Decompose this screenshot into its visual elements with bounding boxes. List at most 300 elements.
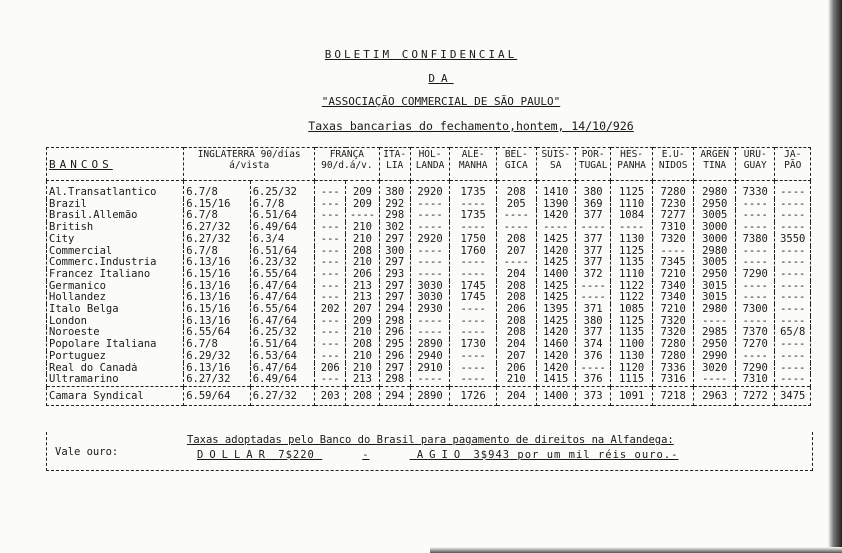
rate-cell: ----: [736, 199, 775, 211]
rate-cell: 3000: [694, 222, 736, 234]
rate-cell: ----: [775, 269, 811, 281]
rate-cell: 2980: [694, 181, 736, 199]
total-rate-cell: 7272: [736, 386, 775, 405]
rate-cell: 1420: [536, 363, 575, 375]
table-row: [47, 327, 811, 339]
rate-cell: ---: [315, 257, 346, 269]
rate-cell: ----: [410, 374, 449, 386]
rate-cell: 7230: [652, 199, 694, 211]
rate-cell: 2930: [410, 304, 449, 316]
rate-cell: 380: [575, 316, 610, 328]
rate-cell: 2950: [694, 339, 736, 351]
total-label-cell: Camara Syndical: [47, 386, 184, 405]
rate-cell: 210: [346, 363, 379, 375]
rate-cell: ----: [346, 210, 379, 222]
rate-cell: ----: [410, 222, 449, 234]
bulletin-title: BOLETIM CONFIDENCIAL: [324, 48, 518, 61]
rate-cell: 1420: [536, 351, 575, 363]
total-rate-cell: 1400: [536, 386, 575, 405]
rate-cell: 298: [379, 210, 410, 222]
rate-cell: 3030: [410, 292, 449, 304]
rate-cell: 1084: [611, 210, 653, 222]
rate-cell: 7280: [652, 351, 694, 363]
bank-name-cell: Hollandez: [47, 292, 184, 304]
total-rate-cell: 1091: [611, 386, 653, 405]
rate-cell: 6.7/8: [250, 199, 314, 211]
rate-cell: ----: [736, 281, 775, 293]
rate-cell: 296: [379, 351, 410, 363]
rate-cell: 2980: [694, 246, 736, 258]
table-row: [47, 199, 811, 211]
rate-cell: 210: [346, 327, 379, 339]
rate-cell: ----: [450, 374, 497, 386]
rate-cell: 6.51/64: [250, 339, 314, 351]
rate-cell: 1425: [536, 257, 575, 269]
rate-cell: ---: [315, 351, 346, 363]
rate-cell: 208: [497, 234, 536, 246]
table-row: [47, 304, 811, 316]
rate-cell: 372: [575, 269, 610, 281]
rate-cell: 209: [346, 181, 379, 199]
footer-separator: -: [362, 449, 370, 461]
rate-cell: ----: [575, 281, 610, 293]
rate-cell: 210: [346, 351, 379, 363]
bank-name-cell: London: [47, 316, 184, 328]
rate-cell: 6.15/16: [184, 304, 251, 316]
total-rate-cell: 208: [346, 386, 379, 405]
rate-cell: 210: [346, 234, 379, 246]
dollar-value: 7$220: [278, 449, 315, 461]
rate-cell: ----: [450, 199, 497, 211]
rate-cell: 7370: [736, 327, 775, 339]
rate-cell: 7300: [736, 304, 775, 316]
total-rate-cell: 203: [315, 386, 346, 405]
table-row: [47, 374, 811, 386]
rate-cell: 298: [379, 316, 410, 328]
rate-cell: 369: [575, 199, 610, 211]
rate-cell: 2910: [410, 363, 449, 375]
total-rate-cell: 373: [575, 386, 610, 405]
table-row: [47, 363, 811, 375]
rate-cell: 208: [497, 292, 536, 304]
table-row: [47, 292, 811, 304]
rate-cell: 293: [379, 269, 410, 281]
rate-cell: 1460: [536, 339, 575, 351]
rate-cell: ----: [410, 199, 449, 211]
rate-cell: 1125: [611, 316, 653, 328]
header-japao: JA- PÃO: [775, 148, 811, 181]
rate-cell: 7310: [736, 374, 775, 386]
rate-cell: 292: [379, 199, 410, 211]
rate-cell: ----: [450, 351, 497, 363]
rate-cell: 208: [497, 281, 536, 293]
rate-cell: 7290: [736, 363, 775, 375]
rate-cell: 6.7/8: [184, 210, 251, 222]
rate-cell: 1110: [611, 199, 653, 211]
rate-cell: 3000: [694, 234, 736, 246]
rate-cell: 7320: [652, 327, 694, 339]
rate-cell: 209: [346, 199, 379, 211]
table-row: [47, 281, 811, 293]
rate-cell: 206: [497, 304, 536, 316]
rate-cell: 296: [379, 327, 410, 339]
rate-cell: ----: [450, 363, 497, 375]
rate-cell: 1425: [536, 234, 575, 246]
rate-cell: ----: [736, 210, 775, 222]
rate-cell: ----: [611, 222, 653, 234]
rate-cell: 7316: [652, 374, 694, 386]
table-row: [47, 316, 811, 328]
rate-cell: 208: [346, 246, 379, 258]
rate-cell: 3005: [694, 257, 736, 269]
rate-cell: 3015: [694, 281, 736, 293]
rate-cell: 1745: [450, 292, 497, 304]
rate-cell: 3015: [694, 292, 736, 304]
rate-cell: ----: [775, 351, 811, 363]
rate-cell: ---: [315, 181, 346, 199]
table-row: [47, 246, 811, 258]
rate-cell: ----: [736, 222, 775, 234]
rate-cell: 7277: [652, 210, 694, 222]
rate-cell: 377: [575, 246, 610, 258]
bank-name-cell: Francez Italiano: [47, 269, 184, 281]
rate-cell: 294: [379, 304, 410, 316]
total-rate-cell: 204: [497, 386, 536, 405]
rate-cell: 2940: [410, 351, 449, 363]
rate-cell: 7345: [652, 257, 694, 269]
rate-cell: 6.13/16: [184, 316, 251, 328]
footer-vale-ouro: Vale ouro:: [55, 446, 119, 458]
rate-cell: ----: [575, 292, 610, 304]
rate-cell: ----: [775, 374, 811, 386]
rate-cell: ----: [410, 210, 449, 222]
rate-cell: ---: [315, 292, 346, 304]
rate-cell: 7290: [736, 269, 775, 281]
rate-cell: ----: [694, 316, 736, 328]
bank-name-cell: Al.Transatlantico: [47, 181, 184, 199]
rate-cell: ---: [315, 327, 346, 339]
rate-cell: 6.47/64: [250, 281, 314, 293]
rate-cell: 6.29/32: [184, 351, 251, 363]
rate-cell: 302: [379, 222, 410, 234]
bank-name-cell: Germanico: [47, 281, 184, 293]
bank-name-cell: Popolare Italiana: [47, 339, 184, 351]
header-suissa: SUIS- SA: [536, 148, 575, 181]
rate-cell: ----: [450, 304, 497, 316]
rate-cell: 6.47/64: [250, 363, 314, 375]
total-rate-cell: 2963: [694, 386, 736, 405]
rate-cell: 7210: [652, 269, 694, 281]
rate-cell: 6.13/16: [184, 363, 251, 375]
rate-cell: ----: [736, 292, 775, 304]
rate-cell: 298: [379, 374, 410, 386]
table-row: [47, 210, 811, 222]
rate-cell: 1745: [450, 281, 497, 293]
rate-cell: 1750: [450, 234, 497, 246]
rate-cell: ----: [736, 351, 775, 363]
total-rate-cell: 294: [379, 386, 410, 405]
rate-cell: ----: [575, 363, 610, 375]
rate-cell: 7320: [652, 316, 694, 328]
rate-cell: 7340: [652, 292, 694, 304]
rate-cell: 6.25/32: [250, 181, 314, 199]
rate-cell: 2920: [410, 234, 449, 246]
rate-cell: 1125: [611, 181, 653, 199]
rate-cell: 1135: [611, 327, 653, 339]
rate-cell: 1135: [611, 257, 653, 269]
rate-cell: 7330: [736, 181, 775, 199]
total-rate-cell: 1726: [450, 386, 497, 405]
rate-cell: 2920: [410, 181, 449, 199]
agio-value: 3$943 por um mil réis ouro.-: [473, 449, 679, 461]
header-portugal: POR- TUGAL: [575, 148, 610, 181]
rate-cell: ----: [536, 222, 575, 234]
total-rate-cell: 7218: [652, 386, 694, 405]
rate-cell: 297: [379, 281, 410, 293]
page-bottom-shadow: [430, 547, 842, 553]
rate-cell: 208: [346, 339, 379, 351]
table-row: [47, 222, 811, 234]
rate-cell: 204: [497, 339, 536, 351]
header-uruguay: URU- GUAY: [736, 148, 775, 181]
rate-cell: ----: [775, 281, 811, 293]
rate-cell: 6.23/32: [250, 257, 314, 269]
rate-cell: 380: [575, 181, 610, 199]
rate-cell: ----: [736, 257, 775, 269]
rate-cell: 6.7/8: [184, 181, 251, 199]
rate-cell: 213: [346, 292, 379, 304]
association-name: "ASSOCIAÇÃO COMMERCIAL DE SÃO PAULO": [321, 95, 561, 108]
total-rate-cell: 6.27/32: [250, 386, 314, 405]
rate-cell: 6.55/64: [250, 304, 314, 316]
rate-cell: ----: [736, 246, 775, 258]
table-row: [47, 234, 811, 246]
rate-cell: 213: [346, 281, 379, 293]
rate-cell: ----: [736, 316, 775, 328]
rate-cell: 300: [379, 246, 410, 258]
header-hollanda: HOL- LANDA: [410, 148, 449, 181]
rate-cell: 65/8: [775, 327, 811, 339]
rate-cell: 210: [346, 257, 379, 269]
rate-cell: 1115: [611, 374, 653, 386]
rate-cell: ----: [775, 363, 811, 375]
rate-cell: 6.53/64: [250, 351, 314, 363]
rate-cell: 1122: [611, 281, 653, 293]
rate-cell: ----: [775, 210, 811, 222]
rate-cell: ----: [775, 222, 811, 234]
rate-cell: 1100: [611, 339, 653, 351]
rate-cell: ----: [775, 199, 811, 211]
rate-cell: 7270: [736, 339, 775, 351]
rate-cell: ----: [775, 304, 811, 316]
rate-cell: 6.27/32: [184, 222, 251, 234]
rate-cell: 377: [575, 234, 610, 246]
rate-cell: ----: [575, 222, 610, 234]
rate-cell: 1390: [536, 199, 575, 211]
rate-cell: 376: [575, 351, 610, 363]
rate-cell: 207: [346, 304, 379, 316]
bank-name-cell: Ultramarino: [47, 374, 184, 386]
rate-cell: 6.25/32: [250, 327, 314, 339]
rate-cell: ---: [315, 222, 346, 234]
rate-cell: 1735: [450, 210, 497, 222]
rate-cell: 207: [497, 351, 536, 363]
header-hespanha: HES- PANHA: [611, 148, 653, 181]
table-header-row: [47, 148, 811, 181]
rate-cell: 2980: [694, 304, 736, 316]
rate-cell: 206: [315, 363, 346, 375]
rate-cell: 1130: [611, 351, 653, 363]
rate-cell: 3020: [694, 363, 736, 375]
rate-cell: 297: [379, 234, 410, 246]
rate-cell: 207: [497, 246, 536, 258]
rate-cell: 7310: [652, 222, 694, 234]
rate-cell: 374: [575, 339, 610, 351]
rate-cell: 297: [379, 292, 410, 304]
footer-box: [46, 432, 813, 471]
rate-cell: 1110: [611, 269, 653, 281]
rate-cell: 210: [346, 222, 379, 234]
rate-cell: 7280: [652, 339, 694, 351]
rate-cell: 1415: [536, 374, 575, 386]
rate-cell: 295: [379, 339, 410, 351]
rate-cell: 6.15/16: [184, 199, 251, 211]
rate-cell: 6.3/4: [250, 234, 314, 246]
rate-cell: ----: [410, 257, 449, 269]
rate-cell: 208: [497, 316, 536, 328]
rate-cell: 6.49/64: [250, 374, 314, 386]
table-row: [47, 339, 811, 351]
rate-cell: ----: [450, 327, 497, 339]
rate-cell: ----: [450, 222, 497, 234]
rate-cell: 297: [379, 257, 410, 269]
bank-name-cell: Brazil: [47, 199, 184, 211]
rate-cell: 6.13/16: [184, 281, 251, 293]
rate-cell: 1730: [450, 339, 497, 351]
rate-cell: 1410: [536, 181, 575, 199]
bank-name-cell: Italo Belga: [47, 304, 184, 316]
rate-cell: 6.47/64: [250, 316, 314, 328]
rate-cell: 6.51/64: [250, 210, 314, 222]
bank-name-cell: Brasil.Allemão: [47, 210, 184, 222]
total-rate-cell: 3475: [775, 386, 811, 405]
rate-cell: 1425: [536, 281, 575, 293]
rate-cell: 6.15/16: [184, 269, 251, 281]
footer-adopted-rates: Taxas adoptadas pelo Banco do Brasil para pagamento de direitos na Alfandega:: [187, 434, 674, 446]
dollar-label: DOLLAR: [197, 449, 271, 461]
rate-cell: ---: [315, 339, 346, 351]
header-eunidos: E.U- NIDOS: [652, 148, 694, 181]
rate-cell: 208: [497, 181, 536, 199]
rate-cell: 2890: [410, 339, 449, 351]
header-bancos: BANCOS: [47, 148, 184, 181]
rate-cell: 206: [497, 363, 536, 375]
rate-cell: 202: [315, 304, 346, 316]
rate-cell: 1120: [611, 363, 653, 375]
rate-cell: 1395: [536, 304, 575, 316]
agio-label: AGIO: [416, 449, 467, 461]
rate-cell: 297: [379, 363, 410, 375]
rate-cell: 1122: [611, 292, 653, 304]
bank-name-cell: Noroeste: [47, 327, 184, 339]
rate-cell: ----: [694, 374, 736, 386]
table-row: [47, 351, 811, 363]
rate-cell: ----: [775, 316, 811, 328]
bank-name-cell: Real do Canadá: [47, 363, 184, 375]
bank-name-cell: British: [47, 222, 184, 234]
rates-date-line: Taxas bancarias do fechamento,hontem, 14/10/926: [308, 119, 634, 133]
rate-cell: ---: [315, 269, 346, 281]
rate-cell: ---: [315, 199, 346, 211]
rate-cell: 2950: [694, 199, 736, 211]
table-body: [47, 181, 811, 387]
rate-cell: 208: [497, 327, 536, 339]
header-italia: ITA- LIA: [379, 148, 410, 181]
rate-cell: ----: [775, 339, 811, 351]
rate-cell: 377: [575, 210, 610, 222]
rate-cell: 7280: [652, 181, 694, 199]
rate-cell: 6.55/64: [184, 327, 251, 339]
rate-cell: ---: [315, 246, 346, 258]
rate-cell: ---: [315, 281, 346, 293]
rate-cell: 6.7/8: [184, 246, 251, 258]
rate-cell: 204: [497, 269, 536, 281]
rate-cell: 6.55/64: [250, 269, 314, 281]
rate-cell: 1085: [611, 304, 653, 316]
rate-cell: ----: [450, 316, 497, 328]
rate-cell: ----: [410, 327, 449, 339]
rate-cell: ----: [410, 269, 449, 281]
total-rate-cell: 6.59/64: [184, 386, 251, 405]
rate-cell: 2990: [694, 351, 736, 363]
rate-cell: ----: [775, 246, 811, 258]
rate-cell: 376: [575, 374, 610, 386]
table-row: [47, 269, 811, 281]
rate-cell: 6.27/32: [184, 374, 251, 386]
rate-cell: 1400: [536, 269, 575, 281]
header-belgica: BEL- GICA: [497, 148, 536, 181]
rate-cell: ---: [315, 374, 346, 386]
footer-gold-rates: [197, 449, 679, 461]
rate-cell: 1735: [450, 181, 497, 199]
rate-cell: 206: [346, 269, 379, 281]
rate-cell: ----: [497, 257, 536, 269]
rate-cell: 2950: [694, 269, 736, 281]
rate-cell: ----: [410, 316, 449, 328]
total-row-camara-syndical: [47, 386, 811, 405]
total-rate-cell: 2890: [410, 386, 449, 405]
rate-cell: 3005: [694, 210, 736, 222]
rate-cell: 209: [346, 316, 379, 328]
rate-cell: ----: [775, 257, 811, 269]
rate-cell: 1425: [536, 292, 575, 304]
header-allemanha: ALE- MANHA: [450, 148, 497, 181]
rate-cell: ----: [450, 269, 497, 281]
bank-name-cell: Commercial: [47, 246, 184, 258]
rate-cell: 6.7/8: [184, 339, 251, 351]
rate-cell: 1420: [536, 210, 575, 222]
rate-cell: 6.13/16: [184, 292, 251, 304]
rate-cell: ---: [315, 210, 346, 222]
header-argentina: ARGEN TINA: [694, 148, 736, 181]
rate-cell: ----: [652, 246, 694, 258]
rate-cell: 6.47/64: [250, 292, 314, 304]
rate-cell: ---: [315, 316, 346, 328]
bank-name-cell: Portuguez: [47, 351, 184, 363]
rate-cell: 1420: [536, 246, 575, 258]
rate-cell: 7380: [736, 234, 775, 246]
table-row: [47, 257, 811, 269]
